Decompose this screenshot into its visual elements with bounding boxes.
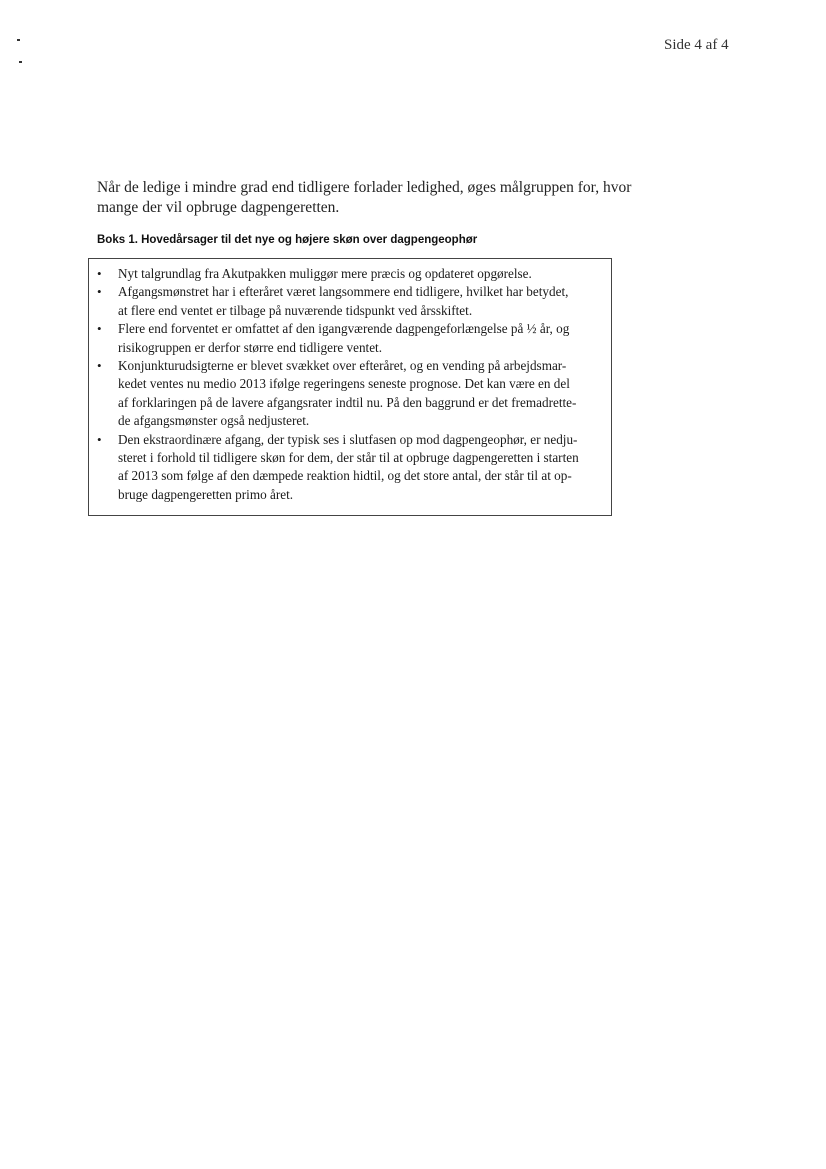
- list-item-line: Afgangsmønstret har i efteråret været langsommere end tidligere, hvilket har betydet,: [118, 284, 569, 300]
- intro-paragraph: [97, 178, 642, 218]
- list-item-line: af forklaringen på de lavere afgangsrater indtil nu. På den baggrund er det fremadrette-: [118, 394, 577, 410]
- list-item: [89, 431, 601, 505]
- list-item-line: Flere end forventet er omfattet af den igangværende dagpengeforlængelse på ½ år, og: [118, 321, 570, 337]
- box-title: Boks 1. Hovedårsager til det nye og højere skøn over dagpengeophør: [97, 234, 478, 246]
- bullet-icon: •: [97, 358, 102, 374]
- list-item-line: Nyt talgrundlag fra Akutpakken muliggør mere præcis og opdateret opgørelse.: [118, 266, 532, 281]
- intro-line: Når de ledige i mindre grad end tidligere forlader ledighed, øges målgruppen for, hvor: [97, 179, 632, 196]
- list-item-line: Konjunkturudsigterne er blevet svækket over efteråret, og en vending på arbejdsmar-: [118, 358, 567, 374]
- bullet-icon: •: [97, 321, 102, 337]
- info-box: [88, 258, 612, 516]
- bullet-list: [89, 259, 611, 504]
- list-item: [89, 283, 601, 320]
- list-item-line: af 2013 som følge af den dæmpede reaktion hidtil, og det store antal, der står til at op-: [118, 468, 572, 484]
- list-item: [89, 265, 601, 283]
- list-item-line: at flere end ventet er tilbage på nuværende tidspunkt ved årsskiftet.: [118, 302, 473, 318]
- bullet-icon: •: [97, 266, 102, 281]
- scan-mark: [17, 39, 20, 41]
- list-item-line: bruge dagpengeretten primo året.: [118, 486, 294, 502]
- list-item-line: de afgangsmønster også nedjusteret.: [118, 413, 310, 429]
- list-item-line: kedet ventes nu medio 2013 ifølge regeringens seneste prognose. Det kan være en del: [118, 376, 570, 392]
- page-number: Side 4 af 4: [664, 37, 729, 53]
- list-item-line: steret i forhold til tidligere skøn for dem, der står til at opbruge dagpengeretten i starten: [118, 450, 579, 466]
- intro-line: mange der vil opbruge dagpengeretten.: [97, 199, 340, 216]
- bullet-icon: •: [97, 431, 102, 447]
- scan-mark: [19, 61, 22, 63]
- list-item: [89, 320, 601, 357]
- list-item: [89, 357, 601, 431]
- list-item-line: risikogruppen er derfor større end tidligere ventet.: [118, 339, 383, 355]
- bullet-icon: •: [97, 284, 102, 300]
- list-item-line: Den ekstraordinære afgang, der typisk ses i slutfasen op mod dagpengeophør, er nedju-: [118, 431, 578, 447]
